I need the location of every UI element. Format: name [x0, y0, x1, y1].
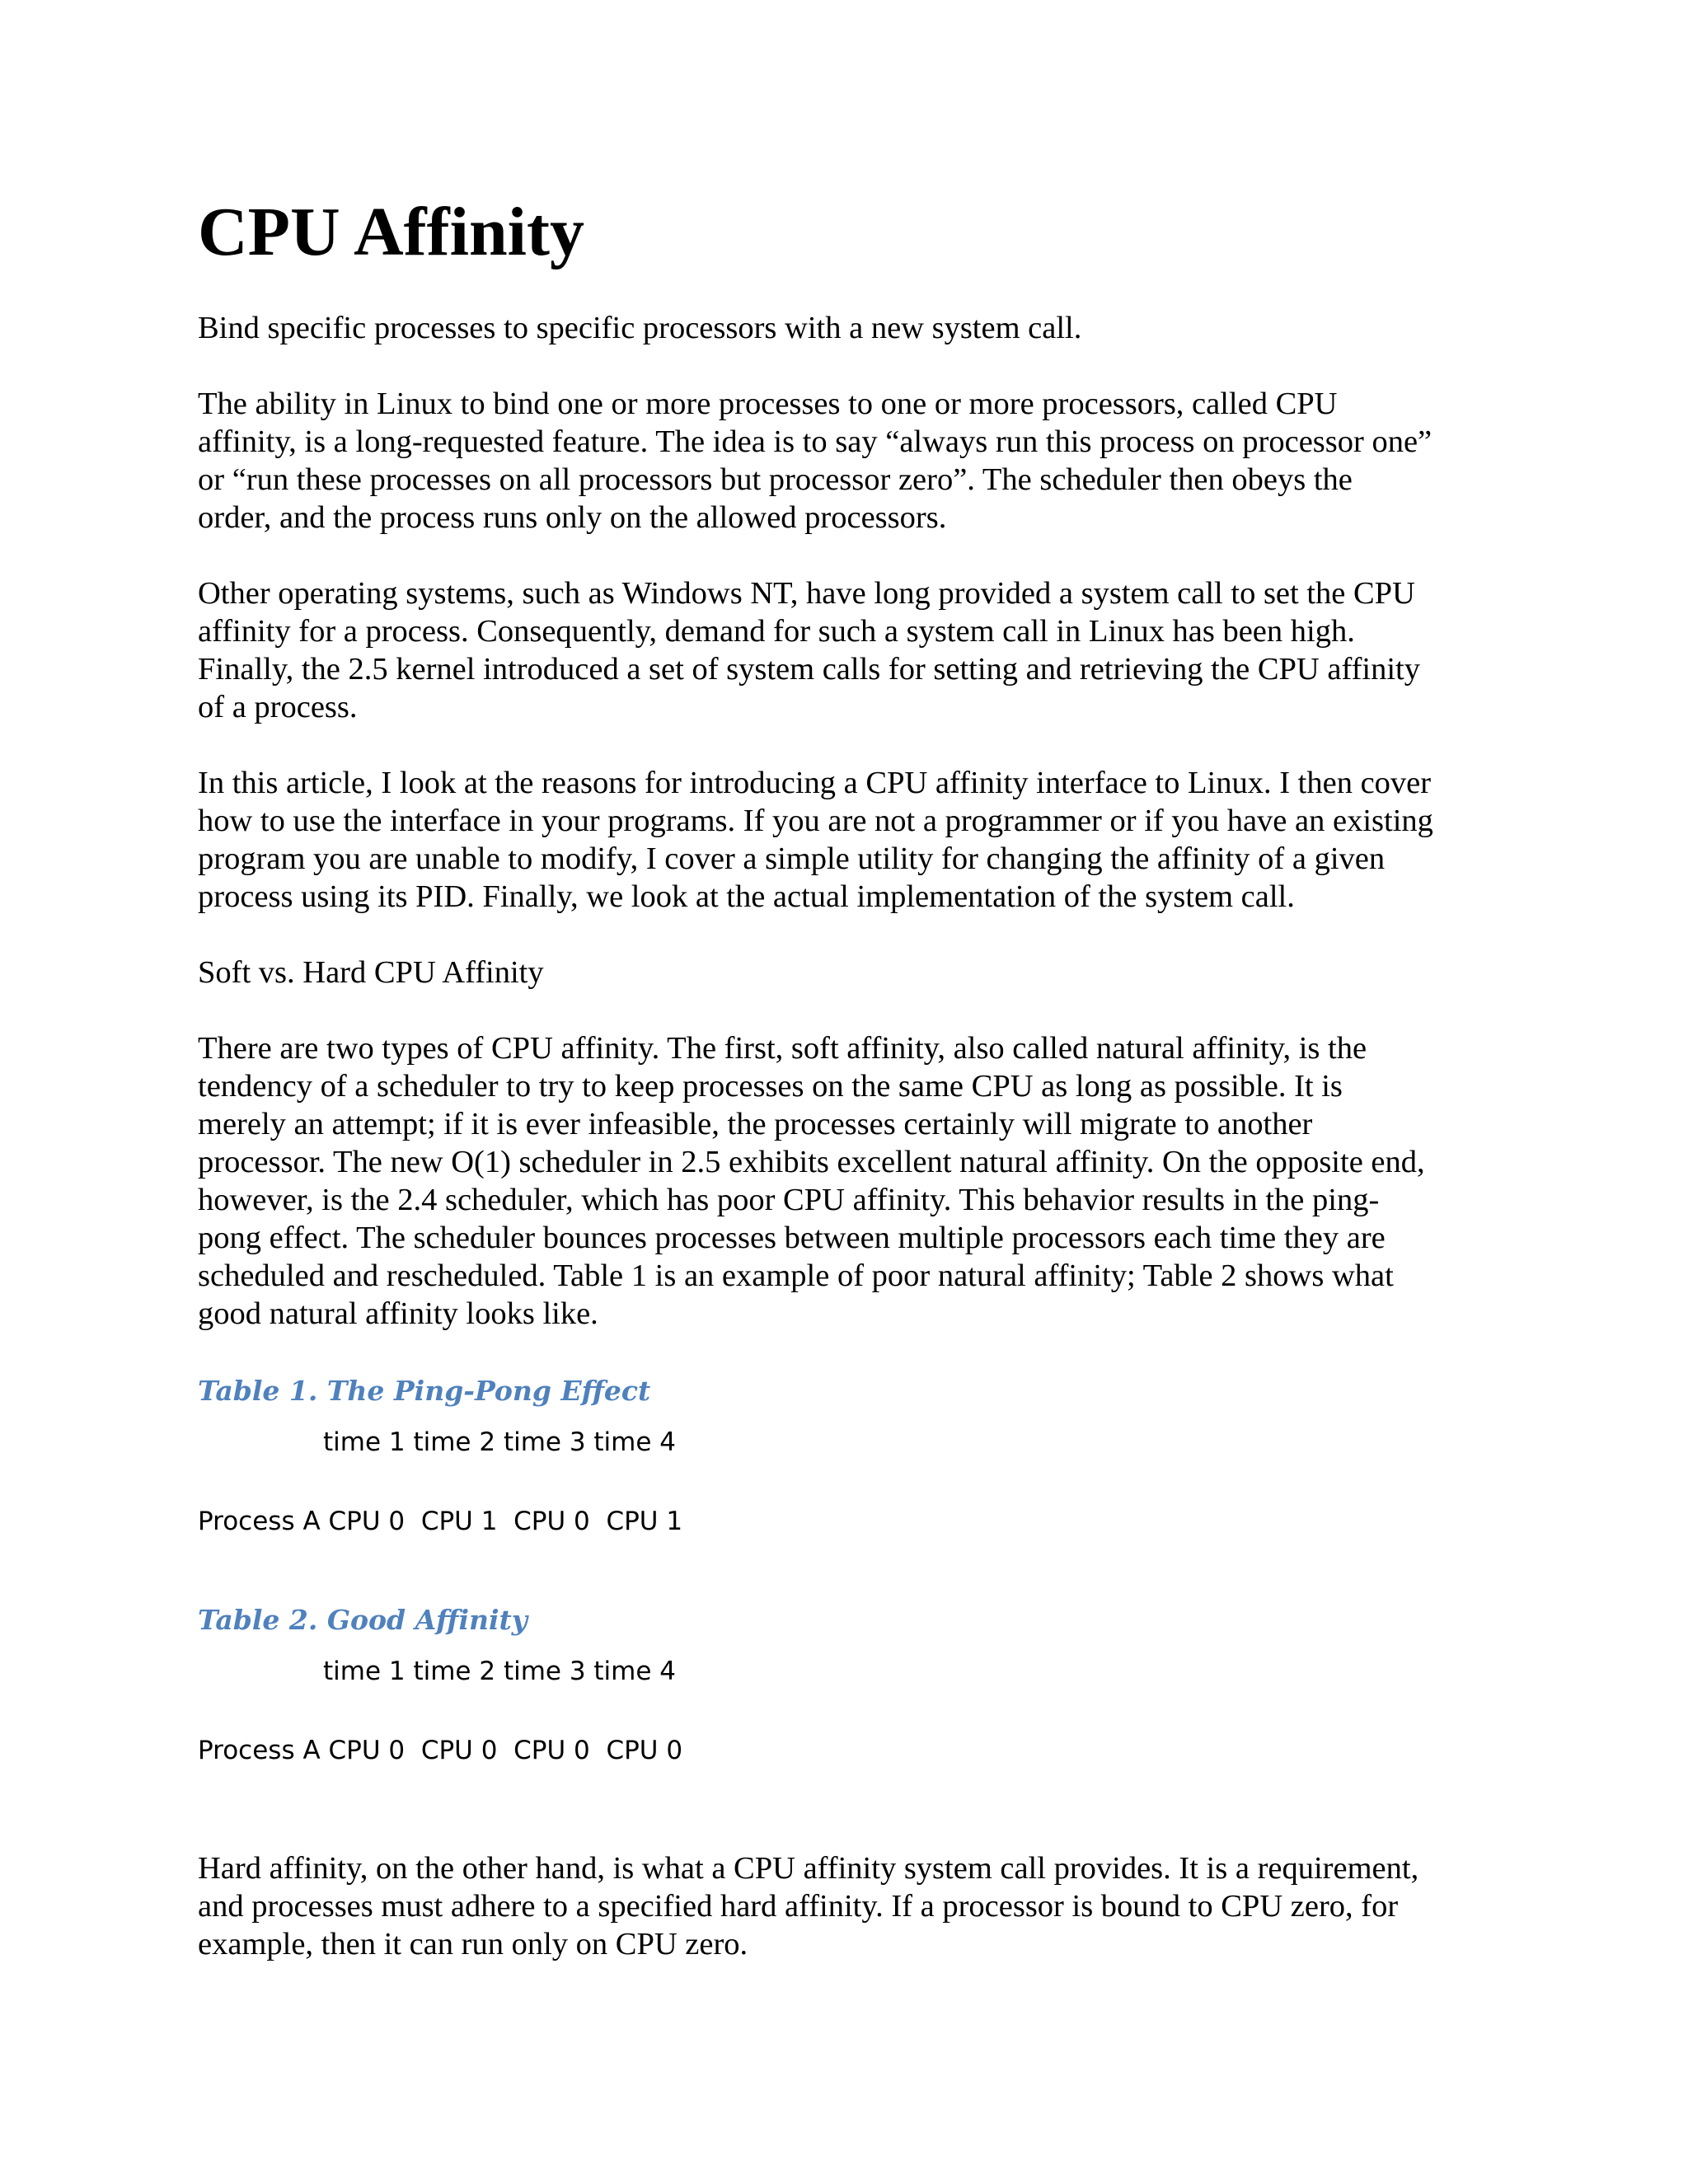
text-line: scheduled and rescheduled. Table 1 is an example of poor natural affinity; Table 2 shows what [198, 1258, 1394, 1293]
table2-data-row [198, 1734, 682, 1767]
table2-caption: Table 2. Good Affinity [198, 1604, 528, 1636]
text-line: good natural affinity looks like. [198, 1296, 598, 1331]
text-line: tendency of a scheduler to try to keep processes on the same CPU as long as possible. It is [198, 1069, 1343, 1104]
text-line: or “run these processes on all processors but processor zero”. The scheduler then obeys the [198, 462, 1353, 497]
section-subheading [198, 954, 544, 991]
table2-row: Process A CPU 0 CPU 0 CPU 0 CPU 0 [198, 1736, 683, 1765]
paragraph-other-operating-systems [198, 574, 1420, 726]
table1-row: Process A CPU 0 CPU 1 CPU 0 CPU 1 [198, 1507, 683, 1536]
text-line: of a process. [198, 690, 358, 724]
paragraph-article-overview [198, 764, 1433, 916]
table1-caption: Table 1. The Ping-Pong Effect [198, 1375, 651, 1407]
table2-header-row [323, 1655, 676, 1688]
text-line: however, is the 2.4 scheduler, which has poor CPU affinity. This behavior results in the ping- [198, 1183, 1380, 1217]
text-line: and processes must adhere to a specified hard affinity. If a processor is bound to CPU zero, for [198, 1889, 1399, 1924]
text-line: Bind specific processes to specific processors with a new system call. [198, 311, 1082, 345]
text-line: In this article, I look at the reasons for introducing a CPU affinity interface to Linux. I then cover [198, 766, 1432, 800]
paragraph-cpu-affinity-definition [198, 385, 1432, 537]
text-line: There are two types of CPU affinity. The first, soft affinity, also called natural affinity, is the [198, 1031, 1367, 1066]
table1-header: time 1 time 2 time 3 time 4 [323, 1427, 677, 1457]
intro-paragraph [198, 309, 1081, 347]
text-line: Hard affinity, on the other hand, is what a CPU affinity system call provides. It is a requirement, [198, 1851, 1419, 1886]
text-line: merely an attempt; if it is ever infeasible, the processes certainly will migrate to another [198, 1107, 1313, 1141]
text-line: program you are unable to modify, I cover a simple utility for changing the affinity of a given [198, 841, 1386, 876]
text-line: process using its PID. Finally, we look at the actual implementation of the system call. [198, 879, 1295, 914]
text-line: The ability in Linux to bind one or more processes to one or more processors, called CPU [198, 387, 1338, 421]
text-line: affinity, is a long-requested feature. The idea is to say “always run this process on processor one” [198, 424, 1432, 459]
paragraph-hard-affinity [198, 1849, 1418, 1963]
table2-header: time 1 time 2 time 3 time 4 [323, 1657, 677, 1686]
text-line: Finally, the 2.5 kernel introduced a set of system calls for setting and retrieving the CPU affinity [198, 652, 1420, 687]
text-line: Other operating systems, such as Windows NT, have long provided a system call to set the CPU [198, 576, 1415, 611]
text-line: pong effect. The scheduler bounces processes between multiple processors each time they are [198, 1221, 1386, 1255]
table1-header-row [323, 1426, 676, 1459]
text-line: example, then it can run only on CPU zero. [198, 1927, 748, 1961]
text-line: Soft vs. Hard CPU Affinity [198, 955, 544, 990]
paragraph-soft-affinity [198, 1029, 1425, 1333]
text-line: how to use the interface in your programs. If you are not a programmer or if you have an existing [198, 804, 1433, 838]
table1-data-row [198, 1505, 682, 1538]
text-line: order, and the process runs only on the allowed processors. [198, 500, 947, 535]
text-line: affinity for a process. Consequently, demand for such a system call in Linux has been high. [198, 614, 1355, 649]
text-line: processor. The new O(1) scheduler in 2.5 exhibits excellent natural affinity. On the opposite end, [198, 1145, 1425, 1179]
page-title: CPU Affinity [198, 194, 584, 270]
